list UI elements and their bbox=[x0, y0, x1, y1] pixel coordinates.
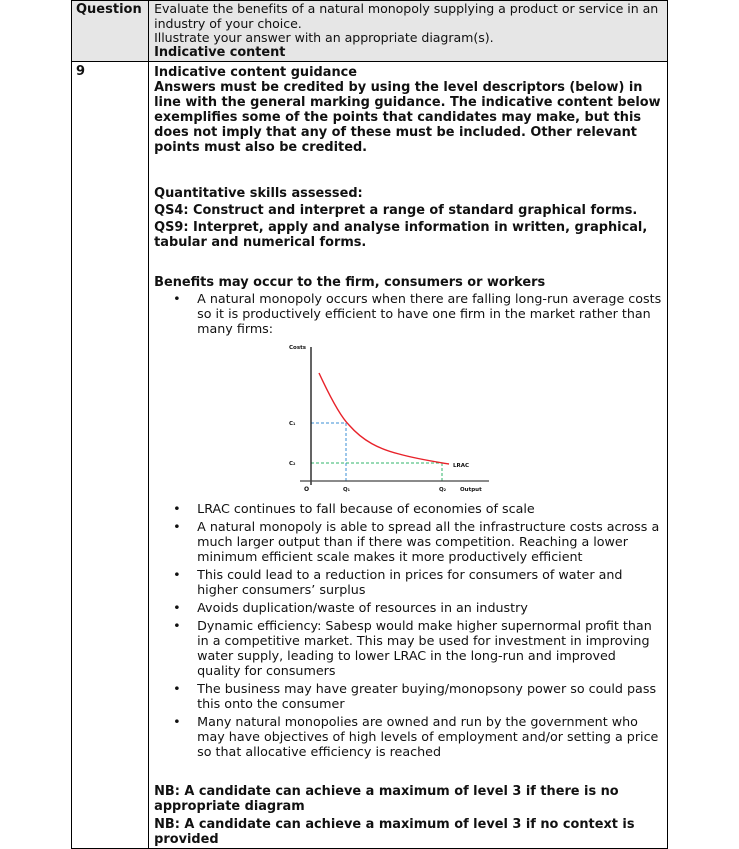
bullet-icon: • bbox=[173, 681, 181, 697]
benefits-list bbox=[154, 291, 663, 336]
list-item bbox=[154, 681, 663, 711]
q2-label: Q₂ bbox=[439, 487, 447, 494]
c2-label: C₂ bbox=[289, 461, 296, 468]
bullet-text: Many natural monopolies are owned and run by the government who may have objectives of high levels of employment and/or setting a price so that allocative efficiency is reached bbox=[197, 714, 659, 760]
list-item bbox=[154, 714, 663, 759]
question-number: 9 bbox=[76, 64, 86, 80]
bullet-text: This could lead to a reduction in prices for consumers of water and higher consumers’ surplus bbox=[197, 567, 623, 598]
list-item bbox=[154, 567, 663, 597]
guidance-text: Answers must be credited by using the level descriptors (below) in line with the general marking guidance. The indicative content below exemplifies some of the points that candidates may make, but this does not imply that any of these must be included. Other relevant points must also be credited. bbox=[154, 80, 661, 156]
list-item bbox=[154, 600, 663, 615]
indicative-content-heading: Indicative content bbox=[154, 44, 286, 60]
origin-label: O bbox=[304, 486, 310, 494]
list-item bbox=[154, 519, 663, 564]
c1-label: C₁ bbox=[289, 421, 296, 428]
list-item bbox=[154, 618, 663, 678]
qs-item: QS9: Interpret, apply and analyse information in written, graphical, tabular and numerical forms. bbox=[154, 220, 648, 251]
qs-heading: Quantitative skills assessed: bbox=[154, 186, 363, 202]
lrac-curve bbox=[319, 373, 449, 464]
bullet-icon: • bbox=[173, 291, 181, 307]
question-prompt-cell bbox=[149, 1, 668, 62]
list-item bbox=[154, 291, 663, 336]
bullet-text: Dynamic efficiency: Sabesp would make higher supernormal profit than in a competitive market. This may be used for investment in improving water supply, leading to lower LRAC in the long-run and improved quality for consumers bbox=[197, 618, 652, 679]
bullet-text: LRAC continues to fall because of economies of scale bbox=[197, 501, 535, 517]
bullet-icon: • bbox=[173, 501, 181, 517]
answer-row bbox=[72, 62, 668, 849]
lrac-diagram bbox=[154, 339, 663, 499]
question-row bbox=[72, 1, 668, 62]
bullet-text: The business may have greater buying/monopsony power so could pass this onto the consumer bbox=[197, 681, 657, 712]
bullet-text: A natural monopoly is able to spread all the infrastructure costs across a much larger output than if there was competition. Reaching a lower minimum efficient scale makes it more productively efficient bbox=[197, 519, 660, 565]
bullet-icon: • bbox=[173, 567, 181, 583]
lrac-label: LRAC bbox=[453, 463, 470, 470]
question-instruction: Illustrate your answer with an appropriate diagram(s). bbox=[154, 30, 494, 46]
bullet-text: Avoids duplication/waste of resources in an industry bbox=[197, 600, 528, 616]
benefits-heading: Benefits may occur to the firm, consumers or workers bbox=[154, 275, 546, 291]
q1-label: Q₁ bbox=[343, 487, 351, 494]
qs-item: QS4: Construct and interpret a range of standard graphical forms. bbox=[154, 203, 638, 219]
list-item bbox=[154, 501, 663, 516]
bullet-icon: • bbox=[173, 618, 181, 634]
bullet-icon: • bbox=[173, 519, 181, 535]
benefits-list-continued bbox=[154, 501, 663, 759]
guidance-title: Indicative content guidance bbox=[154, 65, 358, 81]
answer-content-cell bbox=[149, 62, 668, 849]
mark-scheme-table bbox=[71, 0, 668, 849]
bullet-icon: • bbox=[173, 600, 181, 616]
nb-note: NB: A candidate can achieve a maximum of level 3 if there is no appropriate diagram bbox=[154, 784, 619, 815]
bullet-text: A natural monopoly occurs when there are falling long-run average costs so it is productively efficient to have one firm in the market rather than many firms: bbox=[197, 291, 662, 337]
lrac-chart bbox=[279, 337, 489, 497]
question-label: Question bbox=[76, 2, 142, 17]
nb-note: NB: A candidate can achieve a maximum of level 3 if no context is provided bbox=[154, 817, 635, 848]
nb-notes bbox=[154, 784, 663, 847]
question-number-cell bbox=[72, 62, 149, 849]
question-prompt: Evaluate the benefits of a natural monopoly supplying a product or service in an industry of your choice. bbox=[154, 1, 659, 31]
y-axis-label: Costs bbox=[289, 345, 307, 352]
question-label-cell bbox=[72, 1, 149, 62]
x-axis-label: Output bbox=[460, 487, 482, 494]
bullet-icon: • bbox=[173, 714, 181, 730]
